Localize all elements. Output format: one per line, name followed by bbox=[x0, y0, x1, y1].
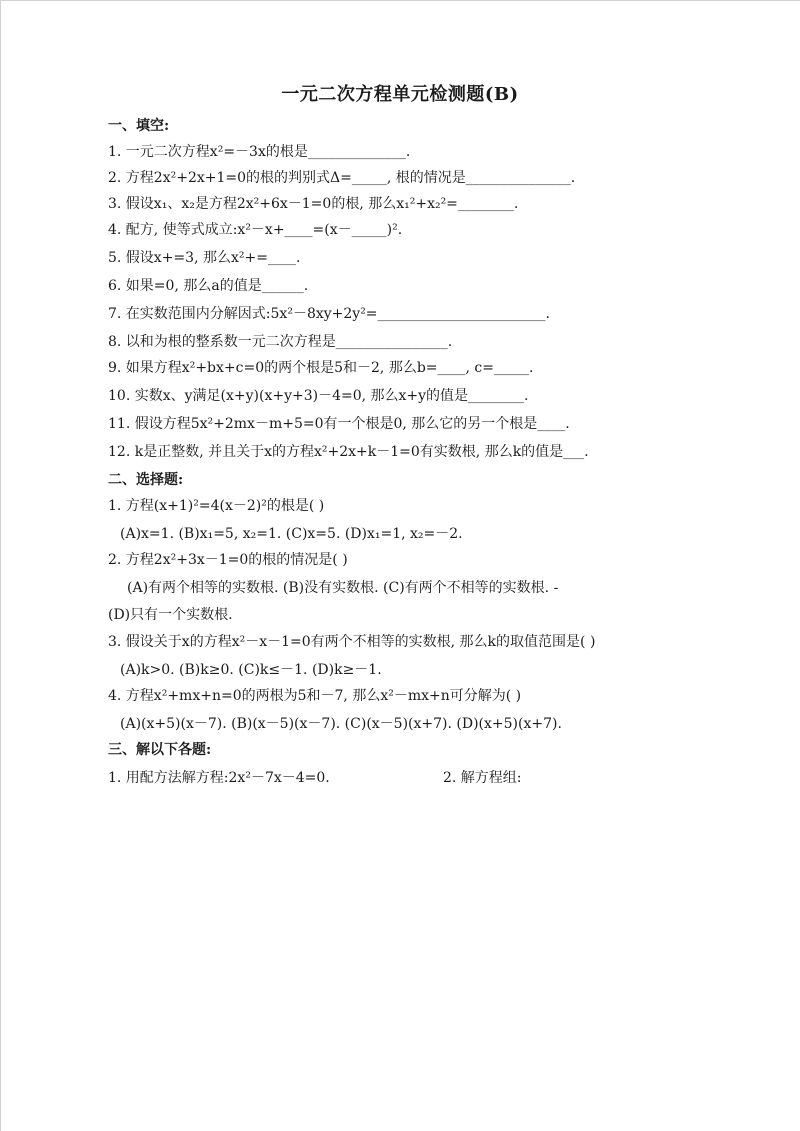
question-item: 8. 以和为根的整系数一元二次方程是________________. bbox=[108, 334, 453, 350]
question-item: 2. 方程2x²+2x+1=0的根的判别式Δ=_____, 根的情况是_______________. bbox=[108, 170, 576, 186]
choice-options: (A)(x+5)(x－7). (B)(x－5)(x－7). (C)(x－5)(x+7). (D)(x+5)(x+7). bbox=[120, 716, 562, 732]
question-item: 12. k是正整数, 并且关于x的方程x²+2x+k－1=0有实数根, 那么k的值是___. bbox=[108, 444, 589, 460]
solve-question: 1. 用配方法解方程:2x²－7x－4=0. bbox=[108, 770, 330, 786]
choice-question: 4. 方程x²+mx+n=0的两根为5和－7, 那么x²－mx+n可分解为( ) bbox=[108, 688, 522, 704]
page-edge bbox=[0, 0, 800, 1]
choice-options: (A)x=1. (B)x₁=5, x₂=1. (C)x=5. (D)x₁=1, x₂=－2. bbox=[120, 526, 463, 542]
choice-question: 3. 假设关于x的方程x²－x－1=0有两个不相等的实数根, 那么k的取值范围是( ) bbox=[108, 634, 596, 650]
question-item: 1. 一元二次方程x²=－3x的根是______________. bbox=[108, 144, 411, 160]
choice-options: (A)k>0. (B)k≥0. (C)k≤－1. (D)k≥－1. bbox=[120, 662, 382, 678]
question-item: 7. 在实数范围内分解因式:5x²－8xy+2y²=________________________. bbox=[108, 306, 550, 322]
page-title: 一元二次方程单元检测题(B) bbox=[281, 84, 519, 105]
section-heading-choice: 二、选择题: bbox=[108, 472, 184, 488]
question-item: 6. 如果=0, 那么a的值是______. bbox=[108, 278, 309, 294]
page-edge bbox=[0, 0, 1, 1131]
section-heading-solve: 三、解以下各题: bbox=[108, 742, 212, 758]
choice-question: 2. 方程2x²+3x－1=0的根的情况是( ) bbox=[108, 552, 348, 568]
question-item: 4. 配方, 使等式成立:x²－x+____=(x－_____)². bbox=[108, 222, 403, 238]
question-item: 5. 假设x+=3, 那么x²+=____. bbox=[108, 250, 301, 266]
solve-question: 2. 解方程组: bbox=[443, 770, 522, 786]
choice-question: 1. 方程(x+1)²=4(x－2)²的根是( ) bbox=[108, 498, 325, 514]
question-item: 10. 实数x、y满足(x+y)(x+y+3)－4=0, 那么x+y的值是________. bbox=[108, 388, 529, 404]
section-heading-fill-blank: 一、填空: bbox=[108, 118, 170, 134]
question-item: 9. 如果方程x²+bx+c=0的两个根是5和－2, 那么b=____, c=_____. bbox=[108, 360, 534, 376]
question-item: 3. 假设x₁、x₂是方程2x²+6x－1=0的根, 那么x₁²+x₂²=________. bbox=[108, 196, 519, 212]
choice-options: (D)只有一个实数根. bbox=[108, 607, 233, 623]
choice-options: (A)有两个相等的实数根. (B)没有实数根. (C)有两个不相等的实数根. - bbox=[127, 580, 559, 596]
question-item: 11. 假设方程5x²+2mx－m+5=0有一个根是0, 那么它的另一个根是____. bbox=[108, 416, 570, 432]
